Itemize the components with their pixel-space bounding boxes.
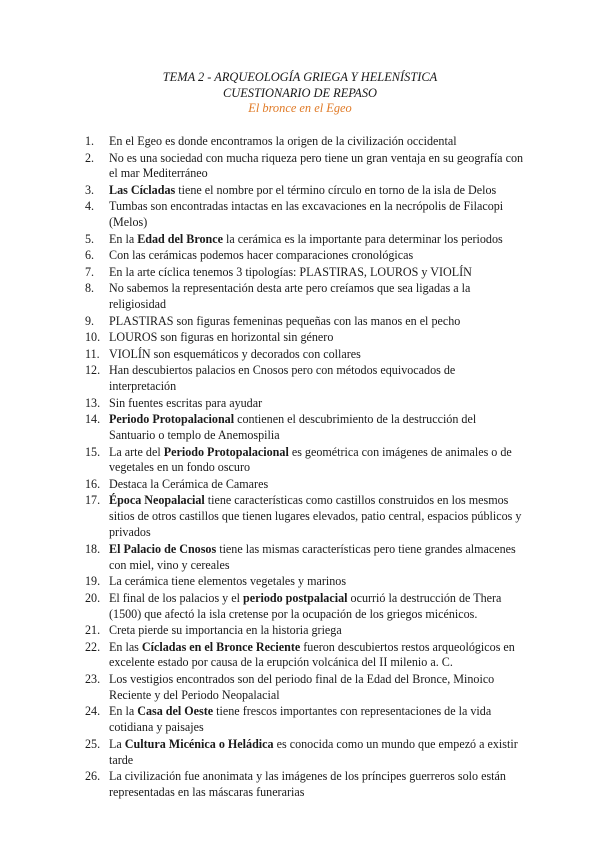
list-item-number: 5. [85, 231, 95, 246]
text-run: En el Egeo es donde encontramos la origen de la civilización occidental [109, 134, 457, 148]
list-item-number: 11. [85, 346, 100, 361]
list-item-text [109, 591, 501, 621]
list-item [85, 769, 525, 801]
bold-term: periodo postpalacial [243, 590, 348, 605]
list-item-text [109, 396, 262, 410]
text-run: PLASTIRAS son figuras femeninas pequeñas con las manos en el pecho [109, 313, 461, 328]
list-item-number: 19. [85, 574, 101, 589]
list-item-number: 13. [85, 395, 101, 410]
list-item-text [109, 151, 523, 181]
text-run: tiene características como castillos construidos en los mesmos sitios de otros castillos que tienen lugares elevados, patio central, espacios públicos y privados [109, 493, 522, 540]
list-item-number: 7. [85, 264, 95, 279]
text-run: La [109, 736, 125, 751]
text-run: fueron descubiertos restos arqueológicos en excelente estado por causa de la erupción volcánica del II milenio a. C. [109, 639, 515, 670]
text-run: Sin fuentes escritas para ayudar [109, 395, 263, 410]
bold-term: Periodo Protopalacional [109, 412, 235, 427]
list-item-number: 8. [85, 281, 95, 296]
document-subtitle: CUESTIONARIO DE REPASO [223, 85, 377, 100]
list-item [85, 151, 525, 183]
text-run: es geométrica con imágenes de animales o de vegetales en un fondo oscuro [109, 444, 512, 475]
text-run: LOUROS son figuras en horizontal sin género [109, 330, 334, 345]
list-item [85, 704, 525, 736]
list-item-text [109, 623, 342, 637]
list-item-text [109, 769, 506, 799]
bold-term: Edad del Bronce [137, 231, 224, 246]
text-run: Tumbas son encontradas intactas en las excavaciones en la necrópolis de Filacopi (Melos) [109, 199, 504, 230]
text-run: El final de los palacios y el [109, 590, 243, 605]
list-item [85, 314, 525, 330]
list-item-number: 23. [85, 671, 101, 686]
text-run: la cerámica es la importante para determinar los periodos [223, 231, 503, 246]
list-item-text [109, 363, 455, 393]
list-item-text [109, 347, 361, 361]
text-run: Los vestigios encontrados son del periodo final de la Edad del Bronce, Minoico Reciente y del Periodo Neopalacial [109, 671, 495, 702]
list-item-number: 15. [85, 444, 101, 459]
bold-term: Cícladas en el Bronce Reciente [141, 639, 301, 654]
list-item [85, 737, 525, 769]
list-item [85, 445, 525, 477]
list-item [85, 363, 525, 395]
text-run: ocurrió la destrucción de Thera (1500) que afectó la isla cretense por la ocupación de los griegos micénicos. [109, 590, 502, 621]
list-item-number: 9. [85, 313, 95, 328]
text-run: tiene frescos importantes con representaciones de la vida cotidiana y paisajes [109, 704, 492, 735]
list-item-text [109, 542, 516, 572]
text-run: tiene las mismas características pero tiene grandes almacenes con miel, vino y cereales [109, 541, 516, 572]
list-item [85, 330, 525, 346]
bold-term: Periodo Protopalacional [163, 444, 289, 459]
text-run: En la arte cíclica tenemos 3 tipologías: PLASTIRAS, LOUROS y VIOLÍN [109, 264, 472, 279]
text-run: VIOLÍN son esquemáticos y decorados con collares [109, 346, 361, 361]
bold-term: Cultura Micénica o Heládica [124, 736, 274, 751]
list-item-number: 6. [85, 248, 95, 263]
list-item [85, 623, 525, 639]
text-run: La arte del [109, 444, 164, 459]
list-item-number: 25. [85, 736, 101, 751]
bold-term: Casa del Oeste [137, 704, 214, 719]
document-title: TEMA 2 - ARQUEOLOGÍA GRIEGA Y HELENÍSTICA [162, 70, 438, 84]
list-item [85, 574, 525, 590]
question-list [85, 134, 525, 802]
list-item-text [109, 248, 413, 262]
list-item-text [109, 281, 470, 311]
list-item [85, 183, 525, 199]
list-item-text [109, 199, 503, 229]
list-item [85, 672, 525, 704]
list-item-text [109, 445, 512, 475]
list-item-number: 18. [85, 541, 101, 556]
text-run: tiene el nombre por el término círculo en torno de la isla de Delos [175, 182, 497, 197]
list-item-text [109, 477, 268, 491]
list-item-number: 17. [85, 493, 101, 508]
list-item-text [109, 330, 333, 344]
list-item-text [109, 704, 491, 734]
list-item-number: 10. [85, 330, 101, 345]
list-item-text [109, 412, 476, 442]
text-run: Han descubiertos palacios en Cnosos pero con métodos equivocados de interpretación [109, 363, 456, 394]
list-item [85, 134, 525, 150]
list-item-number: 1. [85, 134, 95, 148]
list-item [85, 281, 525, 313]
text-run: Con las cerámicas podemos hacer comparaciones cronológicas [109, 248, 414, 263]
list-item-number: 16. [85, 476, 101, 491]
list-item-number: 22. [85, 639, 101, 654]
text-run: Creta pierde su importancia en la historia griega [109, 623, 342, 638]
list-item-number: 3. [85, 182, 95, 197]
list-item-text [109, 134, 457, 148]
text-run: contienen el descubrimiento de la destrucción del Santuario o templo de Anemospilia [109, 412, 477, 443]
bold-term: El Palacio de Cnosos [109, 541, 217, 556]
text-run: En las [109, 639, 142, 654]
list-item-number: 12. [85, 363, 101, 378]
list-item [85, 265, 525, 281]
list-item-number: 2. [85, 150, 95, 165]
text-run: La cerámica tiene elementos vegetales y marinos [109, 574, 347, 589]
list-item [85, 477, 525, 493]
text-run: En la [109, 704, 138, 719]
list-item [85, 248, 525, 264]
list-item-text [109, 574, 346, 588]
document-header [0, 70, 600, 117]
list-item [85, 412, 525, 444]
text-run: Destaca la Cerámica de Camares [109, 476, 269, 491]
text-run: es conocida como un mundo que empezó a existir tarde [109, 736, 518, 767]
list-item-number: 26. [85, 769, 101, 784]
text-run: No sabemos la representación desta arte pero creíamos que sea ligadas a la religiosidad [109, 281, 471, 312]
list-item-number: 4. [85, 199, 95, 214]
list-item-text [109, 640, 515, 670]
list-item-number: 21. [85, 623, 101, 638]
list-item-text [109, 265, 472, 279]
section-title: El bronce en el Egeo [248, 101, 352, 115]
bold-term: Época Neopalacial [109, 493, 205, 508]
text-run: En la [109, 231, 138, 246]
bold-term: Las Cícladas [109, 182, 176, 197]
list-item-text [109, 672, 494, 702]
list-item-text [109, 493, 521, 539]
list-item [85, 347, 525, 363]
text-run: No es una sociedad con mucha riqueza pero tiene un gran ventaja en su geografía con el mar Mediterráneo [109, 150, 524, 181]
list-item [85, 199, 525, 231]
list-item-number: 20. [85, 590, 101, 605]
list-item-text [109, 737, 518, 767]
list-item-number: 24. [85, 704, 101, 719]
list-item [85, 591, 525, 623]
list-item-text [109, 183, 496, 197]
list-item-text [109, 314, 460, 328]
list-item [85, 640, 525, 672]
list-item [85, 396, 525, 412]
list-item [85, 542, 525, 574]
list-item-text [109, 232, 503, 246]
list-item [85, 493, 525, 541]
list-item-number: 14. [85, 412, 101, 427]
list-item [85, 232, 525, 248]
text-run: La civilización fue anonimata y las imágenes de los príncipes guerreros solo están representadas en las máscaras funerarias [109, 769, 506, 800]
